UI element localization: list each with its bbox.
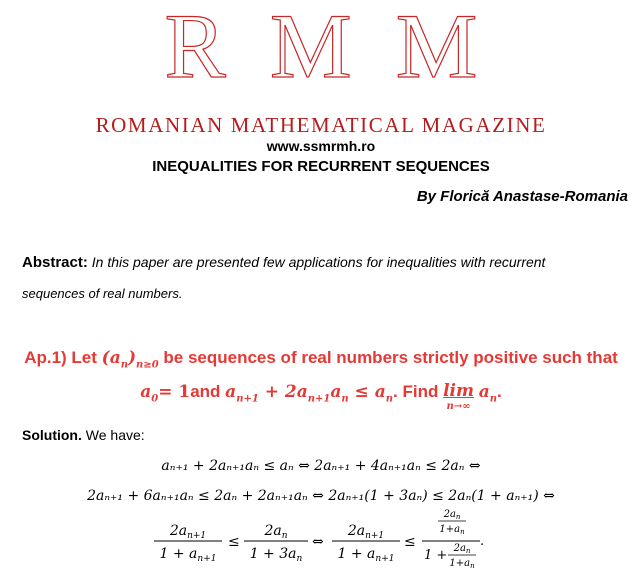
solution-label: Solution. [22, 427, 82, 443]
limit-variable: $a_n$ [478, 382, 498, 405]
author-line: By Florică Anastase-Romania [416, 188, 628, 205]
paper-title: INEQUALITIES FOR RECURRENT SEQUENCES [152, 158, 490, 175]
magazine-name: ROMANIAN MATHEMATICAL MAGAZINE [95, 113, 547, 137]
recurrence-inequality: $a_{n+1} + 2a_{n+1}a_n \le a_n$ [225, 382, 394, 405]
outer-numerator-denominator: $1+a_n$ [439, 524, 465, 536]
solution-text: We have: [85, 427, 145, 443]
one-plus: 1 + [424, 548, 448, 563]
abstract-text-1: In this paper are presented few applications for inequalities with recurrent [91, 254, 546, 270]
abstract-label: Abstract: [22, 254, 88, 271]
abstract-line-1 [22, 254, 545, 271]
problem-statement-line-2: $a_0= 1and$ $a_{n+1} + 2a_{n+1}a_n \le a_n$. Find lim n→∞ $a_n$. [140, 381, 502, 412]
fraction-1-denominator: $1 + a_{n+1}$ [159, 546, 217, 564]
sequence-notation: $(a_n)_{n\ge 0}$ [101, 348, 159, 371]
problem-statement-line-1 [0, 348, 642, 370]
rmm-logo: RMM [164, 0, 522, 97]
fraction-2-denominator: $1 + 3a_n$ [249, 546, 303, 564]
fraction-3-denominator: $1 + a_{n+1}$ [337, 546, 395, 564]
fraction-equation [150, 505, 490, 575]
fraction-1-numerator: $2a_{n+1}$ [169, 523, 207, 541]
period: . [480, 534, 485, 549]
fraction-3-numerator: $2a_{n+1}$ [347, 523, 385, 541]
abstract-text-2: sequences of real numbers. [22, 286, 183, 301]
equation-line-2: 2aₙ₊₁ + 6aₙ₊₁aₙ ≤ 2aₙ + 2aₙ₊₁aₙ ⇔ 2aₙ₊₁(1 + 3aₙ) ≤ 2aₙ(1 + aₙ₊₁) ⇔ [87, 488, 555, 504]
nested-fraction [422, 509, 484, 570]
equation-line-1: aₙ₊₁ + 2aₙ₊₁aₙ ≤ aₙ ⇔ 2aₙ₊₁ + 4aₙ₊₁aₙ ≤ 2aₙ ⇔ [161, 458, 481, 474]
inner-numerator: $2a_n$ [453, 543, 471, 555]
fraction-2-numerator: $2a_n$ [264, 523, 288, 541]
limit-operator: lim n→∞ [443, 381, 474, 412]
problem-text: be sequences of real numbers strictly positive such that [163, 348, 618, 367]
inner-denominator: $1+a_n$ [449, 558, 475, 570]
iff-sign: ⇔ [312, 534, 324, 550]
website-url[interactable]: www.ssmrmh.ro [266, 138, 376, 154]
problem-label: Ap.1) Let [24, 348, 97, 367]
le-sign-2: ≤ [404, 534, 416, 550]
initial-condition: $a_0$ [140, 382, 159, 405]
solution-intro [22, 427, 145, 443]
outer-numerator: $2a_n$ [443, 509, 461, 521]
le-sign-1: ≤ [228, 534, 240, 550]
